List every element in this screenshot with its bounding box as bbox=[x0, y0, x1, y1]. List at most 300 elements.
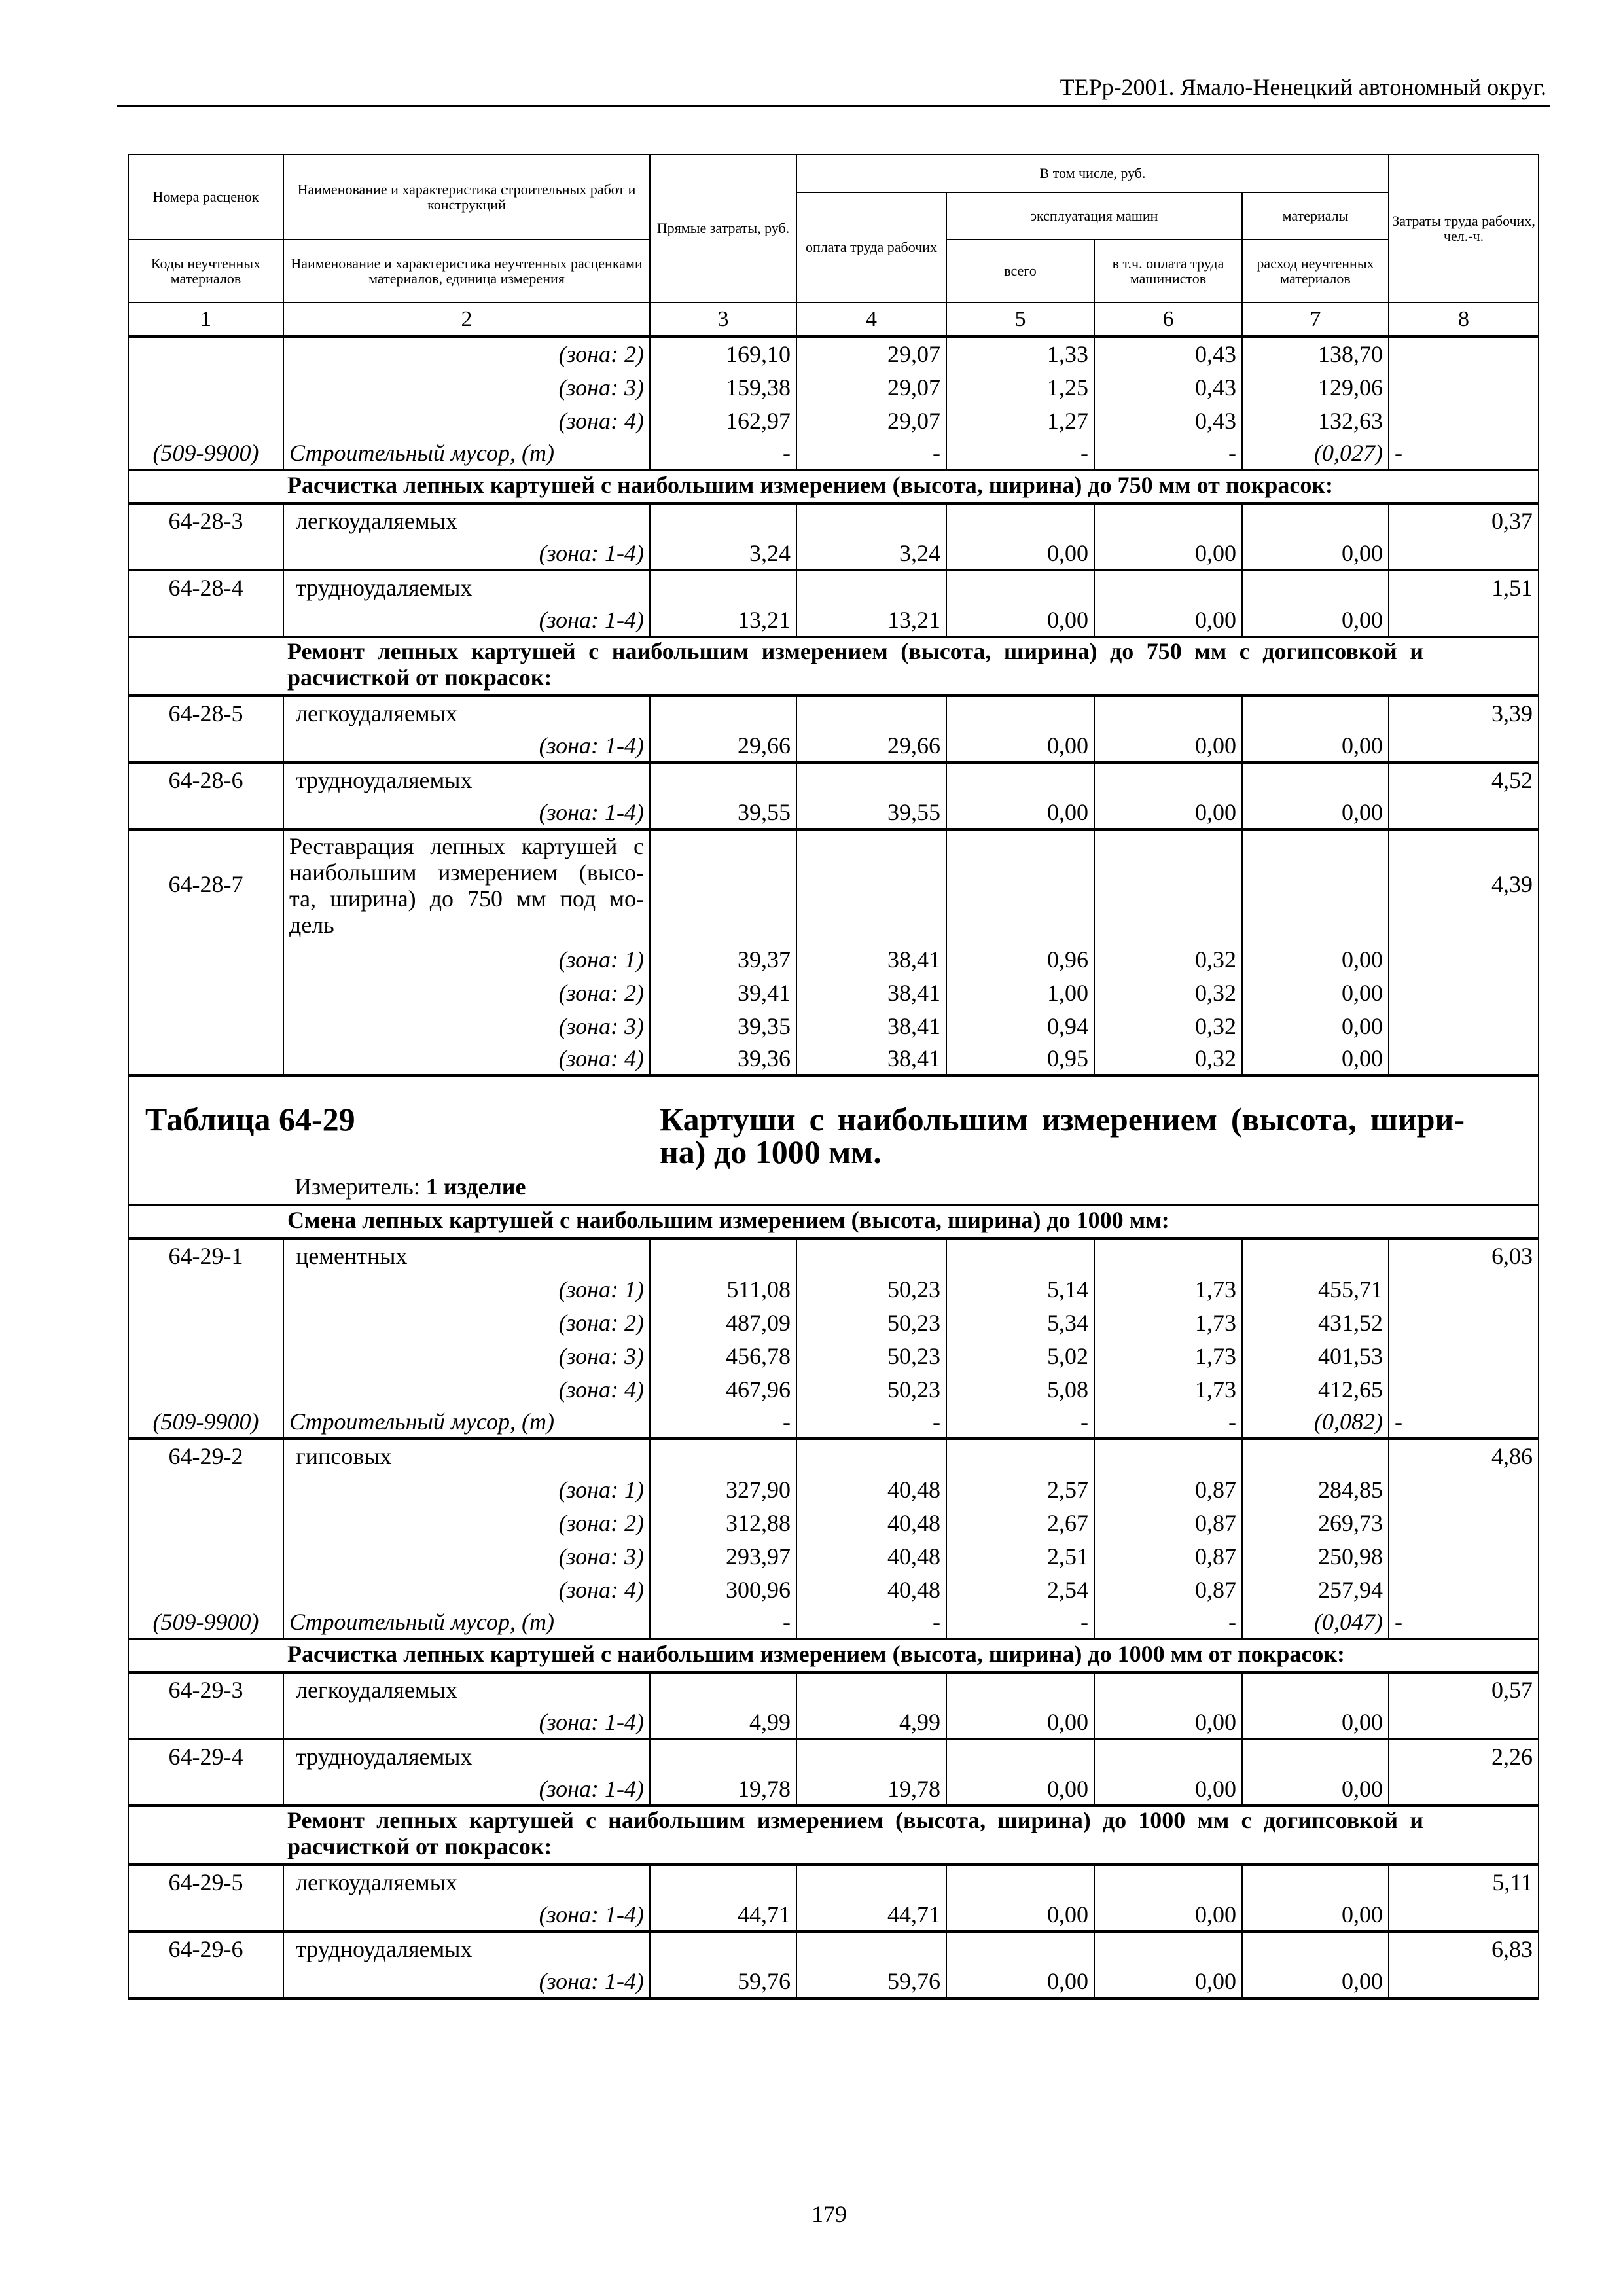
zone-label: (зона: 1-4) bbox=[283, 1898, 650, 1931]
empty-cell bbox=[796, 1931, 946, 1965]
empty-cell bbox=[128, 975, 283, 1009]
zone-row bbox=[128, 1965, 1539, 1998]
empty-cell bbox=[650, 829, 796, 942]
direct-costs: 39,36 bbox=[650, 1042, 796, 1075]
materials-cost: 0,00 bbox=[1242, 603, 1389, 637]
labor-hours: 0,37 bbox=[1389, 503, 1539, 537]
empty-cell bbox=[650, 762, 796, 796]
empty-cell bbox=[1389, 336, 1539, 370]
empty-cell bbox=[1242, 762, 1389, 796]
machinist-pay: 0,43 bbox=[1094, 370, 1242, 403]
rate-item-row bbox=[128, 1931, 1539, 1965]
zone-row bbox=[128, 603, 1539, 637]
header-materials: материалы bbox=[1242, 192, 1389, 240]
machinist-pay: 1,73 bbox=[1094, 1372, 1242, 1405]
column-number: 3 bbox=[650, 302, 796, 336]
table-title-line: на) до 1000 мм. bbox=[660, 1134, 882, 1170]
materials-cost: 0,00 bbox=[1242, 796, 1389, 829]
machines-total: 1,25 bbox=[946, 370, 1094, 403]
direct-costs: 59,76 bbox=[650, 1965, 796, 1998]
rate-item-row bbox=[128, 1739, 1539, 1772]
direct-costs: 4,99 bbox=[650, 1706, 796, 1739]
empty-cell bbox=[796, 1439, 946, 1472]
zone-label: (зона: 1) bbox=[283, 1272, 650, 1305]
empty-cell bbox=[650, 1672, 796, 1706]
machines-total: 0,00 bbox=[946, 1965, 1094, 1998]
zone-row bbox=[128, 1898, 1539, 1931]
machinist-pay: 0,32 bbox=[1094, 975, 1242, 1009]
direct-costs: 39,41 bbox=[650, 975, 796, 1009]
section-row bbox=[128, 637, 1539, 696]
worker-pay: 50,23 bbox=[796, 1338, 946, 1372]
empty-cell bbox=[128, 796, 283, 829]
direct-costs: 3,24 bbox=[650, 537, 796, 570]
worker-pay: 29,07 bbox=[796, 370, 946, 403]
header-including: В том числе, руб. bbox=[796, 154, 1389, 192]
rate-item-row bbox=[128, 503, 1539, 537]
empty-cell bbox=[1242, 829, 1389, 942]
direct-costs: - bbox=[650, 1405, 796, 1439]
empty-cell bbox=[1389, 1372, 1539, 1405]
direct-costs: - bbox=[650, 437, 796, 470]
zone-label: (зона: 1) bbox=[283, 1472, 650, 1505]
header-machines: эксплуатация машин bbox=[946, 192, 1242, 240]
empty-cell bbox=[1389, 1505, 1539, 1539]
empty-cell bbox=[650, 1931, 796, 1965]
section-heading bbox=[128, 470, 1539, 503]
materials-cost: 284,85 bbox=[1242, 1472, 1389, 1505]
zone-row bbox=[128, 1472, 1539, 1505]
section-row bbox=[128, 1205, 1539, 1238]
worker-pay: 38,41 bbox=[796, 1042, 946, 1075]
labor-hours: - bbox=[1389, 1605, 1539, 1639]
zone-label: (зона: 1) bbox=[283, 942, 650, 975]
empty-cell bbox=[946, 696, 1094, 729]
empty-cell bbox=[946, 829, 1094, 942]
empty-cell bbox=[1389, 1572, 1539, 1605]
empty-cell bbox=[1389, 975, 1539, 1009]
unit-of-measure bbox=[294, 1175, 526, 1198]
empty-cell bbox=[796, 570, 946, 603]
empty-cell bbox=[796, 1739, 946, 1772]
section-heading-line: расчисткой от покрасок: bbox=[287, 664, 552, 691]
materials-cost: 257,94 bbox=[1242, 1572, 1389, 1605]
header-machinist-pay: в т.ч. оплата труда машинистов bbox=[1094, 240, 1242, 302]
empty-cell bbox=[1389, 537, 1539, 570]
section-row bbox=[128, 470, 1539, 503]
empty-cell bbox=[1389, 942, 1539, 975]
worker-pay: 59,76 bbox=[796, 1965, 946, 1998]
machines-total: 0,00 bbox=[946, 1706, 1094, 1739]
empty-cell bbox=[650, 1865, 796, 1898]
machinist-pay: 0,32 bbox=[1094, 1042, 1242, 1075]
machinist-pay: 0,00 bbox=[1094, 729, 1242, 762]
empty-cell bbox=[128, 1772, 283, 1806]
column-number: 4 bbox=[796, 302, 946, 336]
header-rate-numbers: Номера расценок bbox=[128, 154, 283, 240]
empty-cell bbox=[796, 1672, 946, 1706]
empty-cell bbox=[1242, 570, 1389, 603]
direct-costs: 159,38 bbox=[650, 370, 796, 403]
empty-cell bbox=[1094, 1739, 1242, 1772]
zone-label: (зона: 4) bbox=[283, 403, 650, 437]
empty-cell bbox=[128, 1305, 283, 1338]
machinist-pay: 0,00 bbox=[1094, 796, 1242, 829]
rate-name: легкоудаляемых bbox=[283, 1672, 650, 1706]
materials-cost: 0,00 bbox=[1242, 1772, 1389, 1806]
empty-cell bbox=[650, 1739, 796, 1772]
materials-cost: 0,00 bbox=[1242, 729, 1389, 762]
zone-label: (зона: 1-4) bbox=[283, 1965, 650, 1998]
empty-cell bbox=[1242, 503, 1389, 537]
empty-cell bbox=[1094, 1238, 1242, 1272]
machines-total: 0,00 bbox=[946, 729, 1094, 762]
unit-label: Измеритель: bbox=[294, 1174, 420, 1200]
empty-cell bbox=[1094, 1672, 1242, 1706]
labor-hours: 2,26 bbox=[1389, 1739, 1539, 1772]
worker-pay: - bbox=[796, 1605, 946, 1639]
machinist-pay: 0,00 bbox=[1094, 1965, 1242, 1998]
empty-cell bbox=[1389, 1539, 1539, 1572]
machines-total: 5,34 bbox=[946, 1305, 1094, 1338]
zone-label: (зона: 1-4) bbox=[283, 796, 650, 829]
empty-cell bbox=[1389, 370, 1539, 403]
materials-cost: (0,082) bbox=[1242, 1405, 1389, 1439]
rate-code: 64-28-5 bbox=[128, 696, 283, 729]
labor-hours: 1,51 bbox=[1389, 570, 1539, 603]
table-number: Таблица 64-29 bbox=[145, 1101, 355, 1138]
empty-cell bbox=[946, 570, 1094, 603]
zone-row bbox=[128, 336, 1539, 370]
rate-name: трудноудаляемых bbox=[283, 570, 650, 603]
machinist-pay: 1,73 bbox=[1094, 1272, 1242, 1305]
empty-cell bbox=[128, 1272, 283, 1305]
running-head: ТЕРр-2001. Ямало-Ненецкий автономный округ. bbox=[1060, 74, 1546, 100]
worker-pay: 29,66 bbox=[796, 729, 946, 762]
materials-cost: (0,027) bbox=[1242, 437, 1389, 470]
machinist-pay: 0,00 bbox=[1094, 1898, 1242, 1931]
machinist-pay: - bbox=[1094, 1405, 1242, 1439]
section-heading bbox=[128, 1205, 1539, 1238]
empty-cell bbox=[1242, 1439, 1389, 1472]
empty-cell bbox=[1389, 1706, 1539, 1739]
materials-cost: 0,00 bbox=[1242, 1706, 1389, 1739]
machinist-pay: 0,87 bbox=[1094, 1505, 1242, 1539]
table-title-row bbox=[128, 1075, 1539, 1205]
machinist-pay: 0,00 bbox=[1094, 537, 1242, 570]
labor-hours: 0,57 bbox=[1389, 1672, 1539, 1706]
machinist-pay: - bbox=[1094, 437, 1242, 470]
machinist-pay: 0,43 bbox=[1094, 403, 1242, 437]
zone-label: (зона: 1-4) bbox=[283, 1706, 650, 1739]
zone-row bbox=[128, 537, 1539, 570]
zone-row bbox=[128, 1539, 1539, 1572]
rate-item-row bbox=[128, 829, 1539, 942]
zone-label: (зона: 2) bbox=[283, 336, 650, 370]
materials-cost: 412,65 bbox=[1242, 1372, 1389, 1405]
section-heading-line: Расчистка лепных картушей с наибольшим измерением (высота, ширина) до 1000 мм от покрасок: bbox=[287, 1641, 1346, 1667]
rate-name: легкоудаляемых bbox=[283, 503, 650, 537]
direct-costs: - bbox=[650, 1605, 796, 1639]
worker-pay: 39,55 bbox=[796, 796, 946, 829]
rate-item-row bbox=[128, 1865, 1539, 1898]
materials-cost: 0,00 bbox=[1242, 1965, 1389, 1998]
empty-cell bbox=[1389, 1965, 1539, 1998]
zone-row bbox=[128, 729, 1539, 762]
empty-cell bbox=[1242, 1931, 1389, 1965]
materials-cost: (0,047) bbox=[1242, 1605, 1389, 1639]
empty-cell bbox=[1389, 1042, 1539, 1075]
empty-cell bbox=[128, 370, 283, 403]
empty-cell bbox=[650, 1238, 796, 1272]
column-number: 5 bbox=[946, 302, 1094, 336]
empty-cell bbox=[128, 1009, 283, 1042]
material-name: Строительный мусор, (т) bbox=[283, 1405, 650, 1439]
header-work-name: Наименование и характеристика строительных работ и конструкций bbox=[283, 154, 650, 240]
rate-code: 64-29-6 bbox=[128, 1931, 283, 1965]
labor-hours: - bbox=[1389, 437, 1539, 470]
empty-cell bbox=[1094, 829, 1242, 942]
empty-cell bbox=[1389, 1272, 1539, 1305]
empty-cell bbox=[128, 537, 283, 570]
zone-label: (зона: 4) bbox=[283, 1372, 650, 1405]
material-code: (509-9900) bbox=[128, 437, 283, 470]
direct-costs: 511,08 bbox=[650, 1272, 796, 1305]
labor-hours: 5,11 bbox=[1389, 1865, 1539, 1898]
empty-cell bbox=[796, 762, 946, 796]
zone-label: (зона: 2) bbox=[283, 975, 650, 1009]
empty-cell bbox=[650, 503, 796, 537]
empty-cell bbox=[946, 1739, 1094, 1772]
header-material-codes: Коды неучтенных материалов bbox=[128, 240, 283, 302]
rate-code: 64-28-7 bbox=[128, 829, 283, 942]
rate-code: 64-28-3 bbox=[128, 503, 283, 537]
direct-costs: 312,88 bbox=[650, 1505, 796, 1539]
worker-pay: 38,41 bbox=[796, 1009, 946, 1042]
materials-cost: 401,53 bbox=[1242, 1338, 1389, 1372]
header-material-names: Наименование и характеристика неучтенных расценками материалов, единица измерения bbox=[283, 240, 650, 302]
machinist-pay: 0,00 bbox=[1094, 1772, 1242, 1806]
zone-row bbox=[128, 1338, 1539, 1372]
table-title-line: Картуши с наибольшим измерением (высота, шири- bbox=[660, 1101, 1465, 1138]
column-number: 7 bbox=[1242, 302, 1389, 336]
empty-cell bbox=[946, 503, 1094, 537]
labor-hours: 6,83 bbox=[1389, 1931, 1539, 1965]
column-number: 6 bbox=[1094, 302, 1242, 336]
machines-total: - bbox=[946, 1405, 1094, 1439]
empty-cell bbox=[128, 403, 283, 437]
zone-row bbox=[128, 1572, 1539, 1605]
worker-pay: 44,71 bbox=[796, 1898, 946, 1931]
empty-cell bbox=[1242, 1238, 1389, 1272]
rate-item-row bbox=[128, 1672, 1539, 1706]
machines-total: 0,00 bbox=[946, 1772, 1094, 1806]
worker-pay: 19,78 bbox=[796, 1772, 946, 1806]
materials-cost: 138,70 bbox=[1242, 336, 1389, 370]
rate-name-line: Реставрация лепных картушей с bbox=[289, 833, 644, 859]
labor-hours: 4,39 bbox=[1389, 829, 1539, 942]
rate-code: 64-29-2 bbox=[128, 1439, 283, 1472]
machinist-pay: 0,32 bbox=[1094, 942, 1242, 975]
worker-pay: 4,99 bbox=[796, 1706, 946, 1739]
machinist-pay: 1,73 bbox=[1094, 1305, 1242, 1338]
empty-cell bbox=[1242, 1865, 1389, 1898]
material-name: Строительный мусор, (т) bbox=[283, 437, 650, 470]
material-code: (509-9900) bbox=[128, 1605, 283, 1639]
materials-cost: 0,00 bbox=[1242, 942, 1389, 975]
worker-pay: 40,48 bbox=[796, 1472, 946, 1505]
zone-label: (зона: 3) bbox=[283, 1009, 650, 1042]
rate-name: легкоудаляемых bbox=[283, 1865, 650, 1898]
machines-total: 5,02 bbox=[946, 1338, 1094, 1372]
empty-cell bbox=[946, 1931, 1094, 1965]
empty-cell bbox=[1094, 1865, 1242, 1898]
header-labor-costs: Затраты труда рабочих, чел.-ч. bbox=[1389, 154, 1539, 302]
machinist-pay: 0,43 bbox=[1094, 336, 1242, 370]
table-title bbox=[660, 1103, 1465, 1168]
section-heading-line: Смена лепных картушей с наибольшим измерением (высота, ширина) до 1000 мм: bbox=[287, 1207, 1169, 1233]
rate-item-row bbox=[128, 762, 1539, 796]
rate-item-row bbox=[128, 1439, 1539, 1472]
rate-name: трудноудаляемых bbox=[283, 762, 650, 796]
rates-table bbox=[128, 154, 1539, 2000]
empty-cell bbox=[1389, 603, 1539, 637]
machines-total: 0,00 bbox=[946, 603, 1094, 637]
zone-label: (зона: 4) bbox=[283, 1042, 650, 1075]
section-heading-line: Ремонт лепных картушей с наибольшим измерением (высота, ширина) до 1000 мм с догипсовкой и bbox=[287, 1807, 1423, 1833]
empty-cell bbox=[650, 570, 796, 603]
materials-cost: 0,00 bbox=[1242, 1042, 1389, 1075]
material-code: (509-9900) bbox=[128, 1405, 283, 1439]
empty-cell bbox=[128, 336, 283, 370]
materials-cost: 0,00 bbox=[1242, 537, 1389, 570]
empty-cell bbox=[1094, 696, 1242, 729]
worker-pay: 29,07 bbox=[796, 336, 946, 370]
materials-cost: 250,98 bbox=[1242, 1539, 1389, 1572]
machines-total: - bbox=[946, 437, 1094, 470]
empty-cell bbox=[946, 1439, 1094, 1472]
direct-costs: 39,37 bbox=[650, 942, 796, 975]
unit-value: 1 изделие bbox=[425, 1174, 526, 1200]
zone-label: (зона: 3) bbox=[283, 370, 650, 403]
section-heading-line: расчисткой от покрасок: bbox=[287, 1833, 552, 1859]
material-row bbox=[128, 1605, 1539, 1639]
rate-name: цементных bbox=[283, 1238, 650, 1272]
empty-cell bbox=[128, 1338, 283, 1372]
machinist-pay: - bbox=[1094, 1605, 1242, 1639]
direct-costs: 29,66 bbox=[650, 729, 796, 762]
header-unaccounted-materials: расход неучтенных материалов bbox=[1242, 240, 1389, 302]
zone-label: (зона: 3) bbox=[283, 1338, 650, 1372]
worker-pay: 50,23 bbox=[796, 1272, 946, 1305]
material-row bbox=[128, 1405, 1539, 1439]
direct-costs: 487,09 bbox=[650, 1305, 796, 1338]
worker-pay: 3,24 bbox=[796, 537, 946, 570]
materials-cost: 0,00 bbox=[1242, 1009, 1389, 1042]
empty-cell bbox=[796, 696, 946, 729]
empty-cell bbox=[796, 1865, 946, 1898]
empty-cell bbox=[1242, 1739, 1389, 1772]
zone-row bbox=[128, 1772, 1539, 1806]
column-number: 2 bbox=[283, 302, 650, 336]
zone-row bbox=[128, 1042, 1539, 1075]
empty-cell bbox=[1094, 1439, 1242, 1472]
worker-pay: - bbox=[796, 1405, 946, 1439]
materials-cost: 132,63 bbox=[1242, 403, 1389, 437]
empty-cell bbox=[1094, 762, 1242, 796]
zone-label: (зона: 1-4) bbox=[283, 537, 650, 570]
empty-cell bbox=[946, 1865, 1094, 1898]
rate-item-row bbox=[128, 570, 1539, 603]
direct-costs: 162,97 bbox=[650, 403, 796, 437]
empty-cell bbox=[1389, 1338, 1539, 1372]
zone-row bbox=[128, 796, 1539, 829]
empty-cell bbox=[796, 829, 946, 942]
empty-cell bbox=[650, 696, 796, 729]
empty-cell bbox=[1389, 796, 1539, 829]
machinist-pay: 0,32 bbox=[1094, 1009, 1242, 1042]
machines-total: 2,54 bbox=[946, 1572, 1094, 1605]
direct-costs: 300,96 bbox=[650, 1572, 796, 1605]
header-machines-total: всего bbox=[946, 240, 1094, 302]
empty-cell bbox=[946, 1238, 1094, 1272]
rate-name: трудноудаляемых bbox=[283, 1739, 650, 1772]
labor-hours: 6,03 bbox=[1389, 1238, 1539, 1272]
machines-total: 0,00 bbox=[946, 796, 1094, 829]
worker-pay: 38,41 bbox=[796, 975, 946, 1009]
machines-total: 5,08 bbox=[946, 1372, 1094, 1405]
direct-costs: 467,96 bbox=[650, 1372, 796, 1405]
empty-cell bbox=[650, 1439, 796, 1472]
section-heading bbox=[128, 1639, 1539, 1672]
empty-cell bbox=[128, 1539, 283, 1572]
empty-cell bbox=[128, 1898, 283, 1931]
direct-costs: 456,78 bbox=[650, 1338, 796, 1372]
empty-cell bbox=[128, 942, 283, 975]
section-heading bbox=[128, 637, 1539, 696]
zone-row bbox=[128, 975, 1539, 1009]
empty-cell bbox=[946, 1672, 1094, 1706]
machines-total: 5,14 bbox=[946, 1272, 1094, 1305]
worker-pay: 13,21 bbox=[796, 603, 946, 637]
header-worker-pay: оплата труда рабочих bbox=[796, 192, 946, 302]
empty-cell bbox=[128, 729, 283, 762]
machines-total: 0,00 bbox=[946, 537, 1094, 570]
zone-row bbox=[128, 403, 1539, 437]
section-row bbox=[128, 1639, 1539, 1672]
empty-cell bbox=[1389, 1772, 1539, 1806]
rate-name: трудноудаляемых bbox=[283, 1931, 650, 1965]
empty-cell bbox=[1389, 729, 1539, 762]
zone-row bbox=[128, 1009, 1539, 1042]
machinist-pay: 0,87 bbox=[1094, 1572, 1242, 1605]
labor-hours: 4,52 bbox=[1389, 762, 1539, 796]
zone-label: (зона: 2) bbox=[283, 1505, 650, 1539]
header-rule bbox=[117, 105, 1550, 107]
rate-name-line: наибольшим измерением (высо- bbox=[289, 859, 644, 886]
machinist-pay: 0,00 bbox=[1094, 1706, 1242, 1739]
rate-code: 64-28-6 bbox=[128, 762, 283, 796]
machines-total: 0,94 bbox=[946, 1009, 1094, 1042]
machinist-pay: 1,73 bbox=[1094, 1338, 1242, 1372]
empty-cell bbox=[796, 503, 946, 537]
header-direct-costs: Прямые затраты, руб. bbox=[650, 154, 796, 302]
zone-row bbox=[128, 1505, 1539, 1539]
zone-label: (зона: 2) bbox=[283, 1305, 650, 1338]
rate-item-row bbox=[128, 696, 1539, 729]
empty-cell bbox=[946, 762, 1094, 796]
materials-cost: 455,71 bbox=[1242, 1272, 1389, 1305]
